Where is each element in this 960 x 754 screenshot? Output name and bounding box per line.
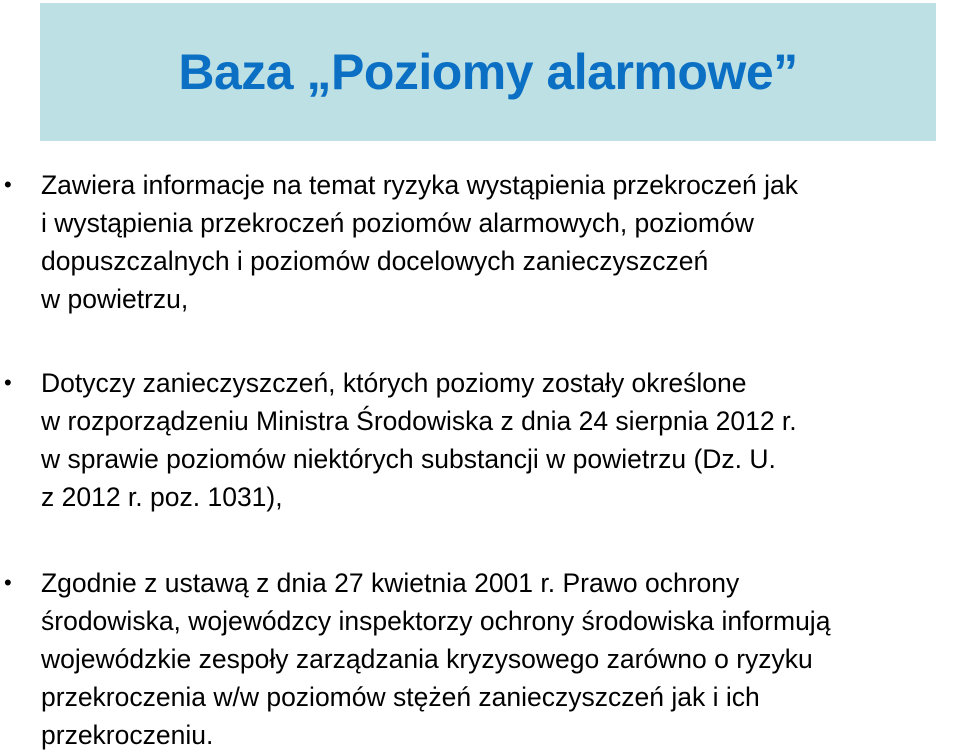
bullet-text <box>41 166 798 318</box>
bullet-text <box>41 564 830 754</box>
text-line: środowiska, wojewódzcy inspektorzy ochrony środowiska informują <box>41 606 831 636</box>
text-line: przekroczeniu. <box>41 720 214 750</box>
text-line: i wystąpienia przekroczeń poziomów alarmowych, poziomów <box>41 208 754 238</box>
bullet-marker: • <box>4 570 12 595</box>
bullet-marker: • <box>4 370 12 395</box>
text-line: z 2012 r. poz. 1031), <box>41 482 283 512</box>
text-line: Zawiera informacje na temat ryzyka wystąpienia przekroczeń jak <box>41 170 799 200</box>
text-line: w powietrzu, <box>41 284 189 314</box>
text-line: przekroczenia w/w poziomów stężeń zanieczyszczeń jak i ich <box>41 682 760 712</box>
text-line: w sprawie poziomów niektórych substancji w powietrzu (Dz. U. <box>41 444 776 474</box>
text-line: wojewódzkie zespoły zarządzania kryzysowego zarówno o ryzyku <box>41 644 813 674</box>
slide-title: Baza „Poziomy alarmowe” <box>178 44 798 100</box>
bullet-text <box>41 364 797 516</box>
text-line: Dotyczy zanieczyszczeń, których poziomy zostały określone <box>41 368 747 398</box>
text-line: dopuszczalnych i poziomów docelowych zanieczyszczeń <box>41 246 709 276</box>
bullet-marker: • <box>4 172 12 197</box>
text-line: w rozporządzeniu Ministra Środowiska z dnia 24 sierpnia 2012 r. <box>41 406 797 436</box>
text-line: Zgodnie z ustawą z dnia 27 kwietnia 2001 r. Prawo ochrony <box>41 568 740 598</box>
title-banner <box>40 3 936 141</box>
